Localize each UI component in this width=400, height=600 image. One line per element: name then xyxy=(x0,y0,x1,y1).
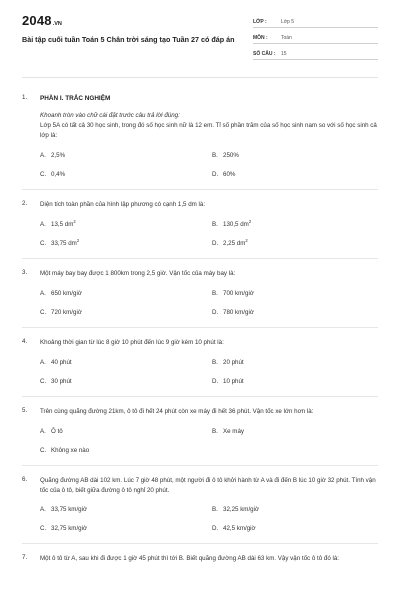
question-item xyxy=(22,190,378,259)
option-letter: A. xyxy=(40,358,46,366)
question-number: 7. xyxy=(22,554,28,562)
answer-option[interactable] xyxy=(212,290,384,299)
option-value: 2,25 dm xyxy=(223,239,246,247)
option-letter: D. xyxy=(212,239,219,247)
option-text xyxy=(223,218,252,230)
question-body xyxy=(40,200,378,249)
question-text: Khoảng thời gian từ lúc 8 giờ 10 phút đến lúc 9 giờ kém 10 phút là: xyxy=(40,338,224,346)
option-text xyxy=(51,525,87,534)
question-number: 4. xyxy=(22,337,28,345)
answer-option[interactable] xyxy=(212,359,384,368)
answer-option[interactable] xyxy=(40,152,212,161)
question-item xyxy=(22,397,378,466)
answer-option[interactable] xyxy=(40,218,212,230)
question-item xyxy=(22,328,378,397)
meta-value: 15 xyxy=(281,50,287,57)
option-letter: D. xyxy=(212,308,219,316)
option-value: 42,5 km/giờ xyxy=(223,525,256,533)
option-text xyxy=(51,506,87,515)
question-text: Lớp 5A có tất cả 30 học sinh, trong đó số học sinh nữ là 12 em. Tỉ số phần trăm của số học sinh nam so với số học sinh cả lớp là: xyxy=(40,122,377,140)
answer-option[interactable] xyxy=(212,506,384,515)
option-text xyxy=(223,359,244,368)
option-value: 700 km/giờ xyxy=(223,289,254,297)
option-value: 13,5 dm xyxy=(51,220,74,228)
question-text: Diện tích toàn phần của hình lập phương có cạnh 1,5 dm là: xyxy=(40,201,206,209)
meta-info xyxy=(253,14,378,77)
option-value: 250% xyxy=(223,152,239,160)
option-value: 32,75 km/giờ xyxy=(51,525,88,533)
question-item xyxy=(22,544,378,573)
question-number: 3. xyxy=(22,268,28,276)
answer-option[interactable] xyxy=(40,359,212,368)
option-text xyxy=(51,290,82,299)
option-letter: A. xyxy=(40,427,46,435)
option-letter: D. xyxy=(212,525,219,533)
option-text xyxy=(51,237,80,249)
option-text xyxy=(223,152,239,161)
option-letter: A. xyxy=(40,289,46,297)
option-superscript: 2 xyxy=(76,237,80,243)
option-letter: C. xyxy=(40,525,47,533)
answer-options xyxy=(40,152,378,180)
header-left xyxy=(22,12,252,77)
option-letter: B. xyxy=(212,289,218,297)
option-superscript: 2 xyxy=(245,237,248,243)
option-text xyxy=(51,309,82,318)
answer-option[interactable] xyxy=(212,218,384,230)
answer-option[interactable] xyxy=(40,525,212,534)
question-number: 1. xyxy=(22,94,28,101)
question-body xyxy=(40,407,378,456)
option-value: 2,5% xyxy=(51,152,66,160)
meta-label: SỐ CÂU : xyxy=(253,50,276,57)
option-value: 10 phút xyxy=(223,377,244,385)
answer-option[interactable] xyxy=(40,237,212,249)
option-letter: B. xyxy=(212,220,218,228)
option-letter: D. xyxy=(212,377,219,385)
question-list xyxy=(22,78,378,573)
option-value: 33,75 dm xyxy=(51,239,77,247)
answer-option[interactable] xyxy=(40,290,212,299)
question-text: Một máy bay bay được 1 800km trong 2,5 giờ. Vận tốc của máy bay là: xyxy=(40,269,236,277)
option-text xyxy=(51,218,76,230)
option-text xyxy=(51,359,72,368)
option-text xyxy=(223,290,254,299)
answer-option[interactable] xyxy=(212,428,384,437)
answer-option[interactable] xyxy=(40,506,212,515)
logo-suffix: .VN xyxy=(52,21,62,27)
answer-option[interactable] xyxy=(40,428,212,437)
answer-option[interactable] xyxy=(212,378,384,387)
option-letter: D. xyxy=(212,171,219,179)
question-item xyxy=(22,466,378,545)
option-text xyxy=(51,171,65,180)
option-value: Xe máy xyxy=(223,427,244,435)
question-body xyxy=(40,269,378,318)
option-letter: B. xyxy=(212,152,218,160)
site-logo[interactable] xyxy=(22,12,252,31)
option-value: Ô tô xyxy=(51,427,63,435)
option-text xyxy=(223,506,259,515)
option-text xyxy=(51,428,63,437)
option-value: 780 km/giờ xyxy=(223,308,254,316)
option-text xyxy=(51,378,72,387)
option-superscript: 2 xyxy=(248,218,252,224)
option-text xyxy=(223,525,256,534)
answer-option[interactable] xyxy=(212,237,384,249)
answer-options xyxy=(40,359,378,387)
meta-label: MÔN : xyxy=(253,34,268,41)
answer-options xyxy=(40,218,378,249)
option-letter: C. xyxy=(40,446,47,454)
meta-label: LỚP : xyxy=(253,18,267,25)
question-text: Một ô tô từ A, sau khi đi được 1 giờ 45 phút thì tới B. Biết quãng đường AB dài 63 km. Vậy vận tốc ô tô đó là: xyxy=(40,555,340,563)
option-text xyxy=(223,428,244,437)
question-item xyxy=(22,84,378,190)
option-text xyxy=(223,378,244,387)
question-number: 6. xyxy=(22,475,28,483)
option-value: 650 km/giờ xyxy=(51,289,82,297)
question-number: 5. xyxy=(22,406,28,414)
question-body xyxy=(40,338,378,387)
logo-text: 2048 xyxy=(22,13,52,28)
option-letter: B. xyxy=(212,427,218,435)
question-text: Quãng đường AB dài 102 km. Lúc 7 giờ 48 phút, một người đi ô tô khởi hành từ A và đi đến B lúc 10 giờ 32 phút. Tính vận tốc của ô tô, biết giữa đường ô tô nghỉ 20 phút. xyxy=(40,476,376,494)
option-letter: C. xyxy=(40,377,47,385)
option-value: 60% xyxy=(223,171,236,179)
option-superscript: 2 xyxy=(73,218,76,224)
option-text xyxy=(223,309,254,318)
answer-option[interactable] xyxy=(40,309,212,318)
option-letter: C. xyxy=(40,239,47,247)
option-letter: B. xyxy=(212,506,218,514)
option-letter: A. xyxy=(40,506,46,514)
document-title: Bài tập cuối tuần Toán 5 Chân trời sáng tạo Tuần 27 có đáp án xyxy=(22,34,235,44)
option-value: 720 km/giờ xyxy=(51,308,82,316)
answer-option[interactable] xyxy=(212,171,384,180)
option-text xyxy=(223,171,235,180)
meta-value: Lớp 5 xyxy=(281,18,295,25)
option-value: 0,4% xyxy=(51,171,66,179)
answer-option[interactable] xyxy=(212,525,384,534)
section-heading: PHẦN I. TRẮC NGHIỆM xyxy=(40,95,111,102)
option-value: 30 phút xyxy=(51,377,72,385)
meta-row xyxy=(253,46,378,60)
option-letter: B. xyxy=(212,358,218,366)
option-value: 20 phút xyxy=(223,358,244,366)
answer-option[interactable] xyxy=(212,309,384,318)
answer-options xyxy=(40,428,378,456)
question-text: Trên cùng quãng đường 21km, ô tô đi hết 24 phút còn xe máy đi hết 36 phút. Vận tốc xe lớn hơn là: xyxy=(40,407,314,415)
option-value: 130,5 dm xyxy=(223,220,249,228)
answer-option[interactable] xyxy=(40,171,212,180)
option-value: Không xe nào xyxy=(51,446,90,454)
meta-row xyxy=(253,14,378,28)
answer-option[interactable] xyxy=(40,447,212,456)
option-value: 33,75 km/giờ xyxy=(51,506,88,514)
question-item xyxy=(22,259,378,328)
option-letter: C. xyxy=(40,171,47,179)
document-header xyxy=(22,0,378,78)
option-letter: C. xyxy=(40,308,47,316)
option-text xyxy=(51,447,89,456)
option-value: 32,25 km/giờ xyxy=(223,506,260,514)
option-text xyxy=(51,152,65,161)
answer-options xyxy=(40,506,378,534)
option-value: 40 phút xyxy=(51,358,72,366)
answer-option[interactable] xyxy=(40,378,212,387)
option-text xyxy=(223,237,248,249)
instruction-text: Khoanh tròn vào chữ cái đặt trước câu trả lời đúng: xyxy=(40,112,180,120)
option-letter: A. xyxy=(40,220,46,228)
option-letter: A. xyxy=(40,152,46,160)
answer-option[interactable] xyxy=(212,152,384,161)
question-body xyxy=(40,554,378,564)
meta-value: Toán xyxy=(281,34,292,41)
question-body xyxy=(40,476,378,535)
meta-row xyxy=(253,30,378,44)
question-body xyxy=(40,94,378,180)
question-number: 2. xyxy=(22,200,28,208)
answer-options xyxy=(40,290,378,318)
